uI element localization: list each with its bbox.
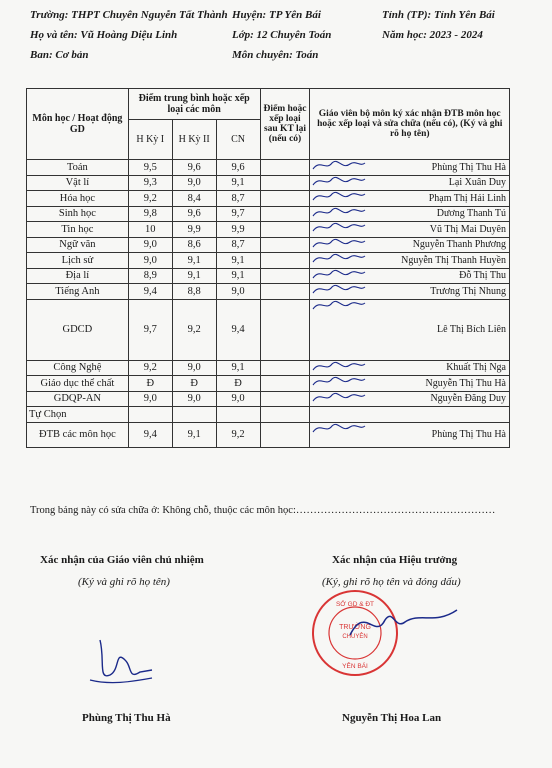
subject-cell: Địa lí bbox=[27, 268, 129, 284]
teacher-name: Phạm Thị Hải Linh bbox=[428, 192, 506, 204]
subject-cell: Lịch sử bbox=[27, 253, 129, 269]
hk2-cell: 8,6 bbox=[172, 237, 216, 253]
hk2-cell: 9,0 bbox=[172, 391, 216, 407]
principal-note: (Ký, ghi rõ họ tên và đóng dấu) bbox=[322, 576, 461, 588]
hk1-cell: 9,0 bbox=[128, 237, 172, 253]
teacher-name: Dương Thanh Tú bbox=[436, 208, 506, 220]
retest-cell bbox=[260, 360, 310, 376]
hk2-cell: 9,0 bbox=[172, 175, 216, 191]
table-row bbox=[27, 299, 510, 360]
retest-cell bbox=[260, 206, 310, 222]
table-row bbox=[27, 237, 510, 253]
subject-cell: Tiếng Anh bbox=[27, 284, 129, 300]
subject-cell: Vật lí bbox=[27, 175, 129, 191]
retest-cell bbox=[260, 422, 310, 447]
class-label: Lớp: 12 Chuyên Toán bbox=[232, 29, 332, 41]
hk1-cell: 9,2 bbox=[128, 360, 172, 376]
cn-cell: 9,1 bbox=[216, 253, 260, 269]
track-label: Ban: Cơ bản bbox=[30, 49, 89, 61]
hk1-cell: 9,0 bbox=[128, 253, 172, 269]
hk1-cell: 9,7 bbox=[128, 299, 172, 360]
table-row bbox=[27, 222, 510, 238]
col-avg-header: Điểm trung bình hoặc xếp loại các môn bbox=[128, 89, 260, 120]
hk2-cell: 9,2 bbox=[172, 299, 216, 360]
teacher-name: Khuất Thị Nga bbox=[446, 362, 506, 374]
table-row bbox=[27, 160, 510, 176]
subject-cell: Sinh học bbox=[27, 206, 129, 222]
hk2-cell: 9,6 bbox=[172, 160, 216, 176]
hk2-cell: 9,1 bbox=[172, 422, 216, 447]
retest-cell bbox=[260, 407, 310, 423]
hk2-cell: 9,9 bbox=[172, 222, 216, 238]
teacher-name: Trương Thị Nhung bbox=[430, 285, 506, 297]
hk2-cell bbox=[172, 407, 216, 423]
hk2-cell: 9,6 bbox=[172, 206, 216, 222]
svg-text:TRƯỜNG: TRƯỜNG bbox=[339, 624, 371, 631]
cn-cell: 9,2 bbox=[216, 422, 260, 447]
teacher-name: Lê Thị Bích Liên bbox=[437, 324, 506, 335]
cn-cell: Đ bbox=[216, 376, 260, 392]
province-label: Tỉnh (TP): Tỉnh Yên Bái bbox=[382, 9, 495, 21]
cn-cell: 9,1 bbox=[216, 175, 260, 191]
teacher-cell bbox=[310, 391, 510, 407]
subject-cell: Giáo dục thể chất bbox=[27, 376, 129, 392]
cn-cell: 9,1 bbox=[216, 360, 260, 376]
table-row bbox=[27, 191, 510, 207]
col-hk2-header: H Kỳ II bbox=[172, 120, 216, 160]
hk1-cell: 9,4 bbox=[128, 284, 172, 300]
correction-note: Trong bảng này có sửa chữa ở: Không chỗ, thuộc các môn học:………………………………………………… bbox=[30, 505, 496, 516]
subject-cell: GDQP-AN bbox=[27, 391, 129, 407]
cn-cell: 9,7 bbox=[216, 206, 260, 222]
col-cn-header: CN bbox=[216, 120, 260, 160]
hk2-cell: 9,0 bbox=[172, 360, 216, 376]
subject-cell: Hóa học bbox=[27, 191, 129, 207]
homeroom-signature bbox=[80, 630, 160, 690]
table-row bbox=[27, 422, 510, 447]
retest-cell bbox=[260, 237, 310, 253]
table-row bbox=[27, 284, 510, 300]
teacher-name: Nguyễn Thị Thu Hà bbox=[425, 377, 506, 389]
hk2-cell: Đ bbox=[172, 376, 216, 392]
subject-cell: Ngữ văn bbox=[27, 237, 129, 253]
table-row bbox=[27, 268, 510, 284]
svg-text:SỞ GD & ĐT: SỞ GD & ĐT bbox=[335, 601, 375, 608]
retest-cell bbox=[260, 222, 310, 238]
grades-table bbox=[26, 88, 510, 448]
subject-cell: Toán bbox=[27, 160, 129, 176]
teacher-name: Nguyễn Thị Thanh Huyền bbox=[401, 254, 506, 266]
hk1-cell: 9,3 bbox=[128, 175, 172, 191]
principal-name: Nguyễn Thị Hoa Lan bbox=[342, 712, 442, 724]
student-name: Họ và tên: Vũ Hoàng Diệu Linh bbox=[30, 29, 178, 41]
homeroom-name: Phùng Thị Thu Hà bbox=[82, 712, 171, 724]
retest-cell bbox=[260, 175, 310, 191]
retest-cell bbox=[260, 284, 310, 300]
svg-text:CHUYÊN: CHUYÊN bbox=[342, 634, 368, 640]
cn-cell: 8,7 bbox=[216, 237, 260, 253]
subject-cell: ĐTB các môn học bbox=[27, 422, 129, 447]
district-label: Huyện: TP Yên Bái bbox=[232, 9, 321, 21]
teacher-cell bbox=[310, 299, 510, 360]
table-row bbox=[27, 391, 510, 407]
teacher-name: Vũ Thị Mai Duyên bbox=[429, 223, 506, 235]
hk1-cell bbox=[128, 407, 172, 423]
cn-cell: 9,0 bbox=[216, 284, 260, 300]
retest-cell bbox=[260, 376, 310, 392]
hk1-cell: 9,5 bbox=[128, 160, 172, 176]
principal-title: Xác nhận của Hiệu trưởng bbox=[332, 554, 458, 566]
col-teacher-header: Giáo viên bộ môn ký xác nhận ĐTB môn học hoặc xếp loại và sửa chữa (nếu có), (Ký và ghi rõ họ tên) bbox=[310, 89, 510, 160]
teacher-name: Nguyễn Thanh Phương bbox=[412, 239, 506, 251]
retest-cell bbox=[260, 191, 310, 207]
hk1-cell: 8,9 bbox=[128, 268, 172, 284]
hk2-cell: 9,1 bbox=[172, 253, 216, 269]
hk1-cell: 9,4 bbox=[128, 422, 172, 447]
cn-cell bbox=[216, 407, 260, 423]
table-row bbox=[27, 376, 510, 392]
cn-cell: 9,6 bbox=[216, 160, 260, 176]
subject-cell: GDCD bbox=[27, 299, 129, 360]
teacher-name: Nguyễn Đăng Duy bbox=[430, 393, 506, 405]
retest-cell bbox=[260, 253, 310, 269]
retest-cell bbox=[260, 160, 310, 176]
table-row bbox=[27, 175, 510, 191]
table-row bbox=[27, 253, 510, 269]
major-label: Môn chuyên: Toán bbox=[232, 49, 319, 61]
homeroom-note: (Ký và ghi rõ họ tên) bbox=[78, 576, 170, 588]
retest-cell bbox=[260, 268, 310, 284]
homeroom-title: Xác nhận của Giáo viên chủ nhiệm bbox=[40, 554, 204, 566]
principal-signature bbox=[345, 600, 465, 650]
retest-cell bbox=[260, 391, 310, 407]
hk1-cell: 9,8 bbox=[128, 206, 172, 222]
hk2-cell: 8,4 bbox=[172, 191, 216, 207]
table-row bbox=[27, 407, 510, 423]
table-row bbox=[27, 206, 510, 222]
teacher-cell bbox=[310, 422, 510, 447]
teacher-name: Phùng Thị Thu Hà bbox=[431, 429, 506, 440]
hk2-cell: 9,1 bbox=[172, 268, 216, 284]
cn-cell: 9,9 bbox=[216, 222, 260, 238]
col-hk1-header: H Kỳ I bbox=[128, 120, 172, 160]
hk1-cell: 10 bbox=[128, 222, 172, 238]
school-label: Trường: THPT Chuyên Nguyễn Tất Thành bbox=[30, 9, 228, 21]
year-label: Năm học: 2023 - 2024 bbox=[382, 29, 483, 41]
hk2-cell: 8,8 bbox=[172, 284, 216, 300]
teacher-name: Lại Xuân Duy bbox=[448, 177, 506, 189]
subject-cell: Công Nghệ bbox=[27, 360, 129, 376]
svg-text:YÊN BÁI: YÊN BÁI bbox=[342, 663, 368, 670]
teacher-name: Phùng Thị Thu Hà bbox=[431, 161, 506, 173]
subject-cell: Tự Chọn bbox=[27, 407, 129, 423]
hk1-cell: Đ bbox=[128, 376, 172, 392]
cn-cell: 8,7 bbox=[216, 191, 260, 207]
cn-cell: 9,4 bbox=[216, 299, 260, 360]
hk1-cell: 9,0 bbox=[128, 391, 172, 407]
hk1-cell: 9,2 bbox=[128, 191, 172, 207]
cn-cell: 9,1 bbox=[216, 268, 260, 284]
col-retest-header: Điểm hoặc xếp loại sau KT lại (nếu có) bbox=[260, 89, 310, 160]
table-row bbox=[27, 360, 510, 376]
subject-cell: Tin học bbox=[27, 222, 129, 238]
col-subject-header: Môn học / Hoạt động GD bbox=[27, 89, 129, 160]
retest-cell bbox=[260, 299, 310, 360]
teacher-name: Đỗ Thị Thu bbox=[459, 270, 506, 282]
cn-cell: 9,0 bbox=[216, 391, 260, 407]
